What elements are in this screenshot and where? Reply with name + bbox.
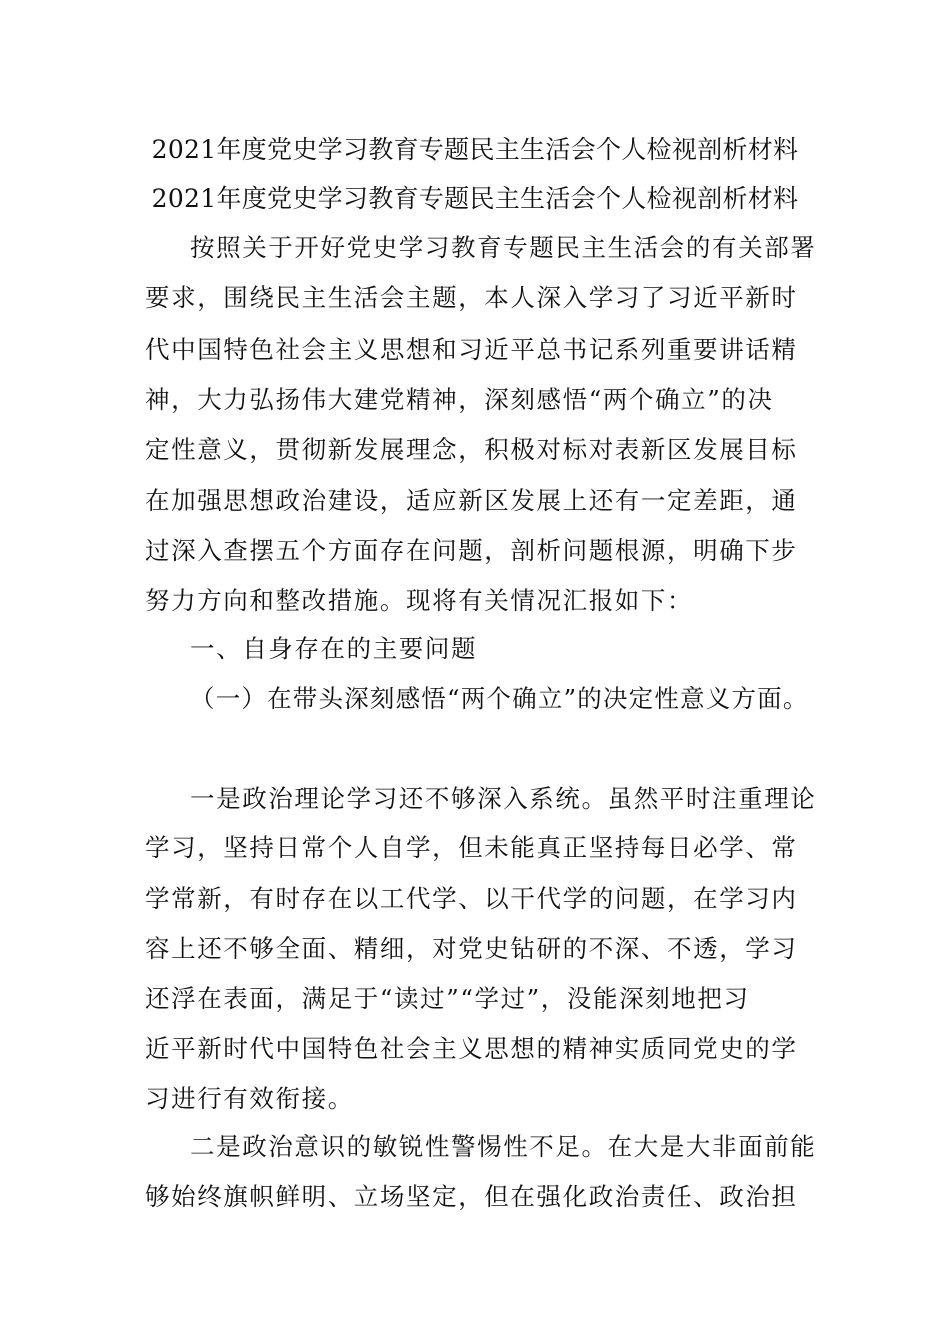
paragraph-line: 容上还不够全面、精细，对党史钻研的不深、不透，学习 [145, 934, 798, 963]
intro-line: 神，大力弘扬伟大建党精神，深刻感悟“两个确立”的决 [145, 385, 774, 414]
subsection-heading: （一）在带头深刻感悟“两个确立”的决定性意义方面。 [190, 684, 809, 713]
intro-line: 过深入查摆五个方面存在问题，剖析问题根源，明确下步 [145, 536, 798, 565]
intro-line: 在加强思想政治建设，适应新区发展上还有一定差距，通 [145, 486, 798, 515]
intro-line: 要求，围绕民主生活会主题，本人深入学习了习近平新时 [145, 283, 798, 312]
paragraph-line: 习进行有效衔接。 [145, 1084, 354, 1113]
intro-line: 努力方向和整改措施。现将有关情况汇报如下： [145, 586, 694, 615]
intro-line: 按照关于开好党史学习教育专题民主生活会的有关部署 [190, 233, 817, 262]
document-title-repeat: 2021年度党史学习教育专题民主生活会个人检视剖析材料 [151, 184, 799, 213]
paragraph-line: 近平新时代中国特色社会主义思想的精神实质同党史的学 [145, 1034, 798, 1063]
section-heading: 一、自身存在的主要问题 [190, 634, 478, 663]
intro-line: 定性意义，贯彻新发展理念，积极对标对表新区发展目标 [145, 435, 798, 464]
paragraph-line: 一是政治理论学习还不够深入系统。虽然平时注重理论 [190, 784, 817, 813]
paragraph-line: 学习，坚持日常个人自学，但未能真正坚持每日必学、常 [145, 833, 798, 862]
document-title: 2021年度党史学习教育专题民主生活会个人检视剖析材料 [151, 135, 799, 164]
paragraph-line: 够始终旗帜鲜明、立场坚定，但在强化政治责任、政治担 [145, 1182, 798, 1211]
paragraph-line: 二是政治意识的敏锐性警惕性不足。在大是大非面前能 [190, 1132, 817, 1161]
intro-line: 代中国特色社会主义思想和习近平总书记系列重要讲话精 [145, 335, 798, 364]
paragraph-line: 还浮在表面，满足于“读过”“学过”，没能深刻地把习 [145, 984, 750, 1013]
paragraph-line: 学常新，有时存在以工代学、以干代学的问题，在学习内 [145, 884, 798, 913]
